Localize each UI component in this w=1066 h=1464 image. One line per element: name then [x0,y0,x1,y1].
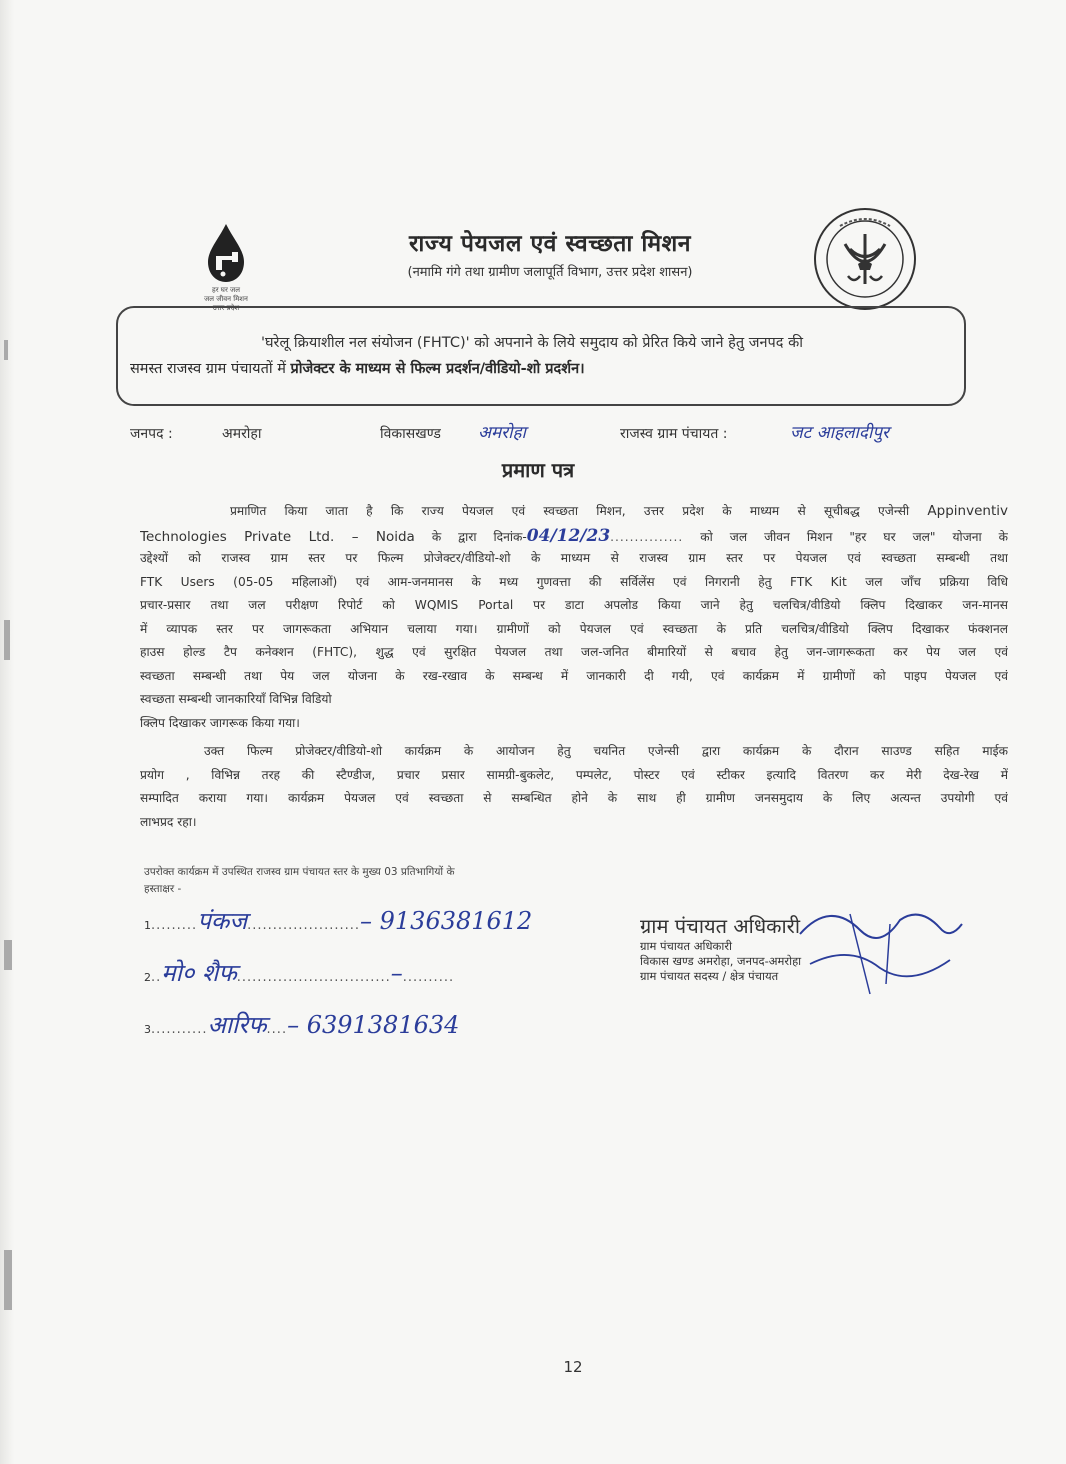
location-fields [0,424,1066,454]
signatures-intro-line-1: उपरोक्त कार्यक्रम में उपस्थित राजस्व ग्राम पंचायत स्तर के मुख्य 03 प्रतिभागियों के [144,866,455,878]
body2-line: लाभप्रद रहा। [140,814,197,829]
page-number: 12 [563,1358,583,1376]
program-date: 04/12/23 [526,525,611,546]
certificate-heading: प्रमाण पत्र [501,458,575,482]
body-l2a: Technologies Private Ltd. – Noida [140,528,415,545]
participant-row: 3...........आरिफ....– 6391381634 [144,1011,460,1039]
official-stamp-line-2: विकास खण्ड अमरोहा, जनपद-अमरोहा [640,954,802,968]
district-value: अमरोहा [222,426,262,442]
participant-phone: – [390,959,403,987]
scan-speck [4,620,10,660]
participant-number: 3 [144,1023,151,1036]
body2-line: उक्त फिल्म प्रोजेक्टर/वीडियो-शो कार्यक्रम के आयोजन हेतु चयनित एजेन्सी द्वारा कार्यक्रम के दौरान साउण्ड सहित माईक [204,744,1008,758]
certificate-body-2 [140,742,1008,836]
participant-phone: – 9136381612 [360,907,533,935]
official-stamp-line-3: ग्राम पंचायत सदस्य / क्षेत्र पंचायत [640,969,779,983]
panchayat-label: राजस्व ग्राम पंचायत : [620,426,728,442]
notice-line-2-bold: प्रोजेक्टर के माध्यम से फिल्म प्रदर्शन/वीडियो-शो प्रदर्शन। [290,361,585,377]
mission-title: राज्य पेयजल एवं स्वच्छता मिशन [409,231,691,257]
body-line: स्वच्छता सम्बन्धी जानकारियाँ विभिन्न विडियो [140,692,332,706]
body-line: FTK Users (05-05 महिलाओं) एवं आम-जनमानस के मध्य गुणवत्ता की सर्विलेंस एवं निगरानी हेतु FTK Kit जल जाँच प्रक्रिया विधि [140,574,1008,589]
body-l2c: को जल जीवन मिशन "हर घर जल" योजना के [700,529,1008,544]
participant-row: 1.........पंकज......................– 9136381612 [144,907,533,935]
water-drop-tap-icon [200,222,252,284]
certificate-body [140,502,1008,737]
body-line: में व्यापक स्तर पर जागरूकता अभियान चलाया गया। ग्रामीणों को पेयजल एवं स्वच्छता के प्रति चलचित्र/वीडियो क्लिप दिखाकर फंक्शनल [140,621,1008,636]
body-line: क्लिप दिखाकर जागरूक किया गया। [140,715,300,730]
participant-row: 2..मो० शैफ..............................–.......... [144,959,455,987]
body2-line: सम्पादित कराया गया। कार्यक्रम पेयजल एवं स्वच्छता से सम्बन्धित होने के साथ ही ग्रामीण जनसमुदाय के लिए अत्यन्त उपयोगी एवं [140,791,1008,805]
official-stamp-line-1: ग्राम पंचायत अधिकारी [640,939,733,953]
panchayat-value: जट आहलादीपुर [790,423,889,443]
participant-name: मो० शैफ [161,959,237,987]
body2-line: प्रयोग , विभिन्न तरह की स्टैण्डीज, प्रचार प्रसार सामग्री-बुकलेट, पम्पलेट, पोस्टर एवं स्टीकर इत्यादि वितरण कर मेरी देख-रेख में [140,767,1008,782]
logo-line-3: उत्तर प्रदेश [212,304,240,312]
participant-name: आरिफ [207,1011,267,1039]
mission-subtitle: (नमामि गंगे तथा ग्रामीण जलापूर्ति विभाग, उत्तर प्रदेश शासन) [407,265,693,280]
body-line: हाउस होल्ड टैप कनेक्शन (FHTC), शुद्ध एवं सुरक्षित पेयजल तथा जल-जनित बीमारियों से बचाव हेतु जन-जागरूकता कर पेय जल एवं [140,645,1008,659]
signatures-intro [144,864,624,898]
notice-line-2-plain: समस्त राजस्व ग्राम पंचायतों में [130,361,291,377]
scan-speck [4,1250,12,1310]
scan-speck [4,940,12,970]
official-title: ग्राम पंचायत अधिकारी [640,914,801,938]
body-l1a: प्रमाणित किया जाता है कि राज्य पेयजल एवं स्वच्छता मिशन, उत्तर प्रदेश के माध्यम से सूचीबद्ध एजेन्सी [230,504,910,518]
notice-line-1: 'घरेलू क्रियाशील नल संयोजन (FHTC)' को अपनाने के लिये समुदाय को प्रेरित किये जाने हेतु जनपद की [261,335,803,351]
block-value: अमरोहा [478,423,526,443]
notice-box [116,306,966,406]
participant-number: 1 [144,919,151,932]
participant-phone: – 6391381634 [287,1011,460,1039]
participant-name: पंकज [197,907,248,935]
notice-line-2 [130,358,585,378]
logo-line-1: हर घर जल [212,286,240,294]
block-label: विकासखण्ड [380,426,441,442]
uttar-pradesh-emblem-icon [810,204,920,314]
logo-line-2: जल जीवन मिशन [204,295,248,303]
participant-number: 2 [144,971,151,984]
har-ghar-jal-logo [176,222,276,318]
scan-edge [0,0,14,1464]
official-signature-icon [790,904,970,1014]
body-l1b: Appinventiv [927,503,1008,519]
body-line: उद्देश्यों को राजस्व ग्राम स्तर पर फिल्म प्रोजेक्टर/वीडियो-शो के माध्यम से राजस्व ग्राम स्तर पर पेयजल एवं स्वच्छता सम्बन्धी तथा [140,551,1008,565]
body-line [140,502,1008,526]
body-line: स्वच्छता सम्बन्धी तथा पेय जल योजना के रख-रखाव के सम्बन्ध में जानकारी दी गयी, एवं कार्यक्रम में ग्रामीणों को पाइप पेयजल एवं [140,668,1008,683]
body-line: Technologies Private Ltd. – Noida के द्वारा दिनांक-04/12/23............... को जल जीवन मिशन "हर घर जल" योजना के [140,525,1008,546]
scan-speck [4,340,8,360]
body-line: प्रचार-प्रसार तथा जल परीक्षण रिपोर्ट को WQMIS Portal पर डाटा अपलोड किया जाने हेतु चलचित्र/वीडियो क्लिप दिखाकर जन-मानस [140,598,1008,612]
signatures-intro-line-2: हस्ताक्षर - [144,883,182,895]
body-l2b: के द्वारा दिनांक- [431,529,527,544]
district-label: जनपद : [130,426,173,442]
